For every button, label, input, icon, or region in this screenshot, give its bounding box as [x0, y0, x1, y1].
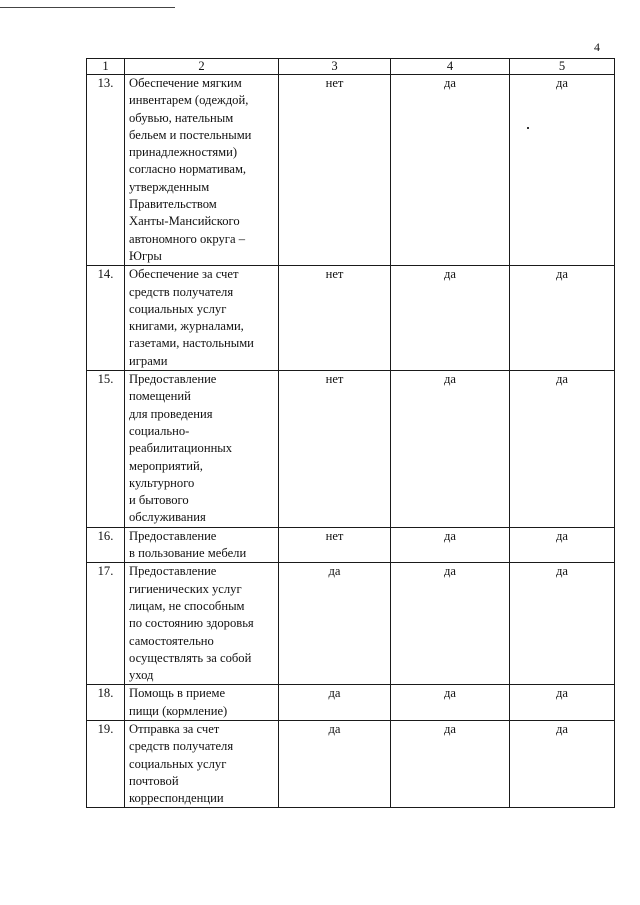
column-header-4: 4: [391, 59, 510, 75]
table-row: [87, 685, 615, 721]
services-table: [86, 58, 615, 808]
column-header-3: 3: [279, 59, 391, 75]
table-row: [87, 75, 615, 266]
row-number: 14.: [87, 266, 125, 371]
column-3-value: нет: [279, 266, 391, 371]
column-4-value: да: [391, 563, 510, 685]
row-number: 17.: [87, 563, 125, 685]
column-5-value: да: [510, 685, 615, 721]
row-number: 15.: [87, 371, 125, 528]
service-description: Обеспечение за счет средств получателя социальных услуг книгами, журналами, газетами, настольными играми: [125, 266, 279, 371]
column-5-value: да: [510, 720, 615, 807]
column-4-value: да: [391, 75, 510, 266]
table-row: [87, 266, 615, 371]
row-number: 19.: [87, 720, 125, 807]
column-3-value: да: [279, 685, 391, 721]
column-4-value: да: [391, 685, 510, 721]
column-4-value: да: [391, 527, 510, 563]
table-row: [87, 527, 615, 563]
column-4-value: да: [391, 371, 510, 528]
column-header-2: 2: [125, 59, 279, 75]
row-number: 13.: [87, 75, 125, 266]
column-3-value: нет: [279, 527, 391, 563]
service-description: Обеспечение мягким инвентарем (одеждой, обувью, нательным бельем и постельными принадлежностями) согласно нормативам, утвержденным Правительством Ханты-Мансийского автономного округа – Югры: [125, 75, 279, 266]
column-header-1: 1: [87, 59, 125, 75]
service-description: Помощь в приеме пищи (кормление): [125, 685, 279, 721]
table-header-row: [87, 59, 615, 75]
column-5-value: да: [510, 266, 615, 371]
table-row: [87, 563, 615, 685]
column-3-value: да: [279, 720, 391, 807]
service-description: Предоставление помещений для проведения социально- реабилитационных мероприятий, культурного и бытового обслуживания: [125, 371, 279, 528]
page-number: 4: [594, 40, 600, 54]
scan-edge-line: [0, 7, 175, 8]
column-5-value: да: [510, 527, 615, 563]
column-5-value: да: [510, 563, 615, 685]
column-5-value: да: [510, 371, 615, 528]
column-4-value: да: [391, 266, 510, 371]
column-header-5: 5: [510, 59, 615, 75]
service-description: Предоставление в пользование мебели: [125, 527, 279, 563]
service-description: Предоставление гигиенических услуг лицам, не способным по состоянию здоровья самостоятельно осуществлять за собой уход: [125, 563, 279, 685]
table-row: [87, 720, 615, 807]
table-row: [87, 371, 615, 528]
row-number: 16.: [87, 527, 125, 563]
column-3-value: нет: [279, 75, 391, 266]
service-description: Отправка за счет средств получателя социальных услуг почтовой корреспонденции: [125, 720, 279, 807]
row-number: 18.: [87, 685, 125, 721]
column-3-value: да: [279, 563, 391, 685]
column-3-value: нет: [279, 371, 391, 528]
column-4-value: да: [391, 720, 510, 807]
column-5-value: да: [510, 75, 615, 266]
